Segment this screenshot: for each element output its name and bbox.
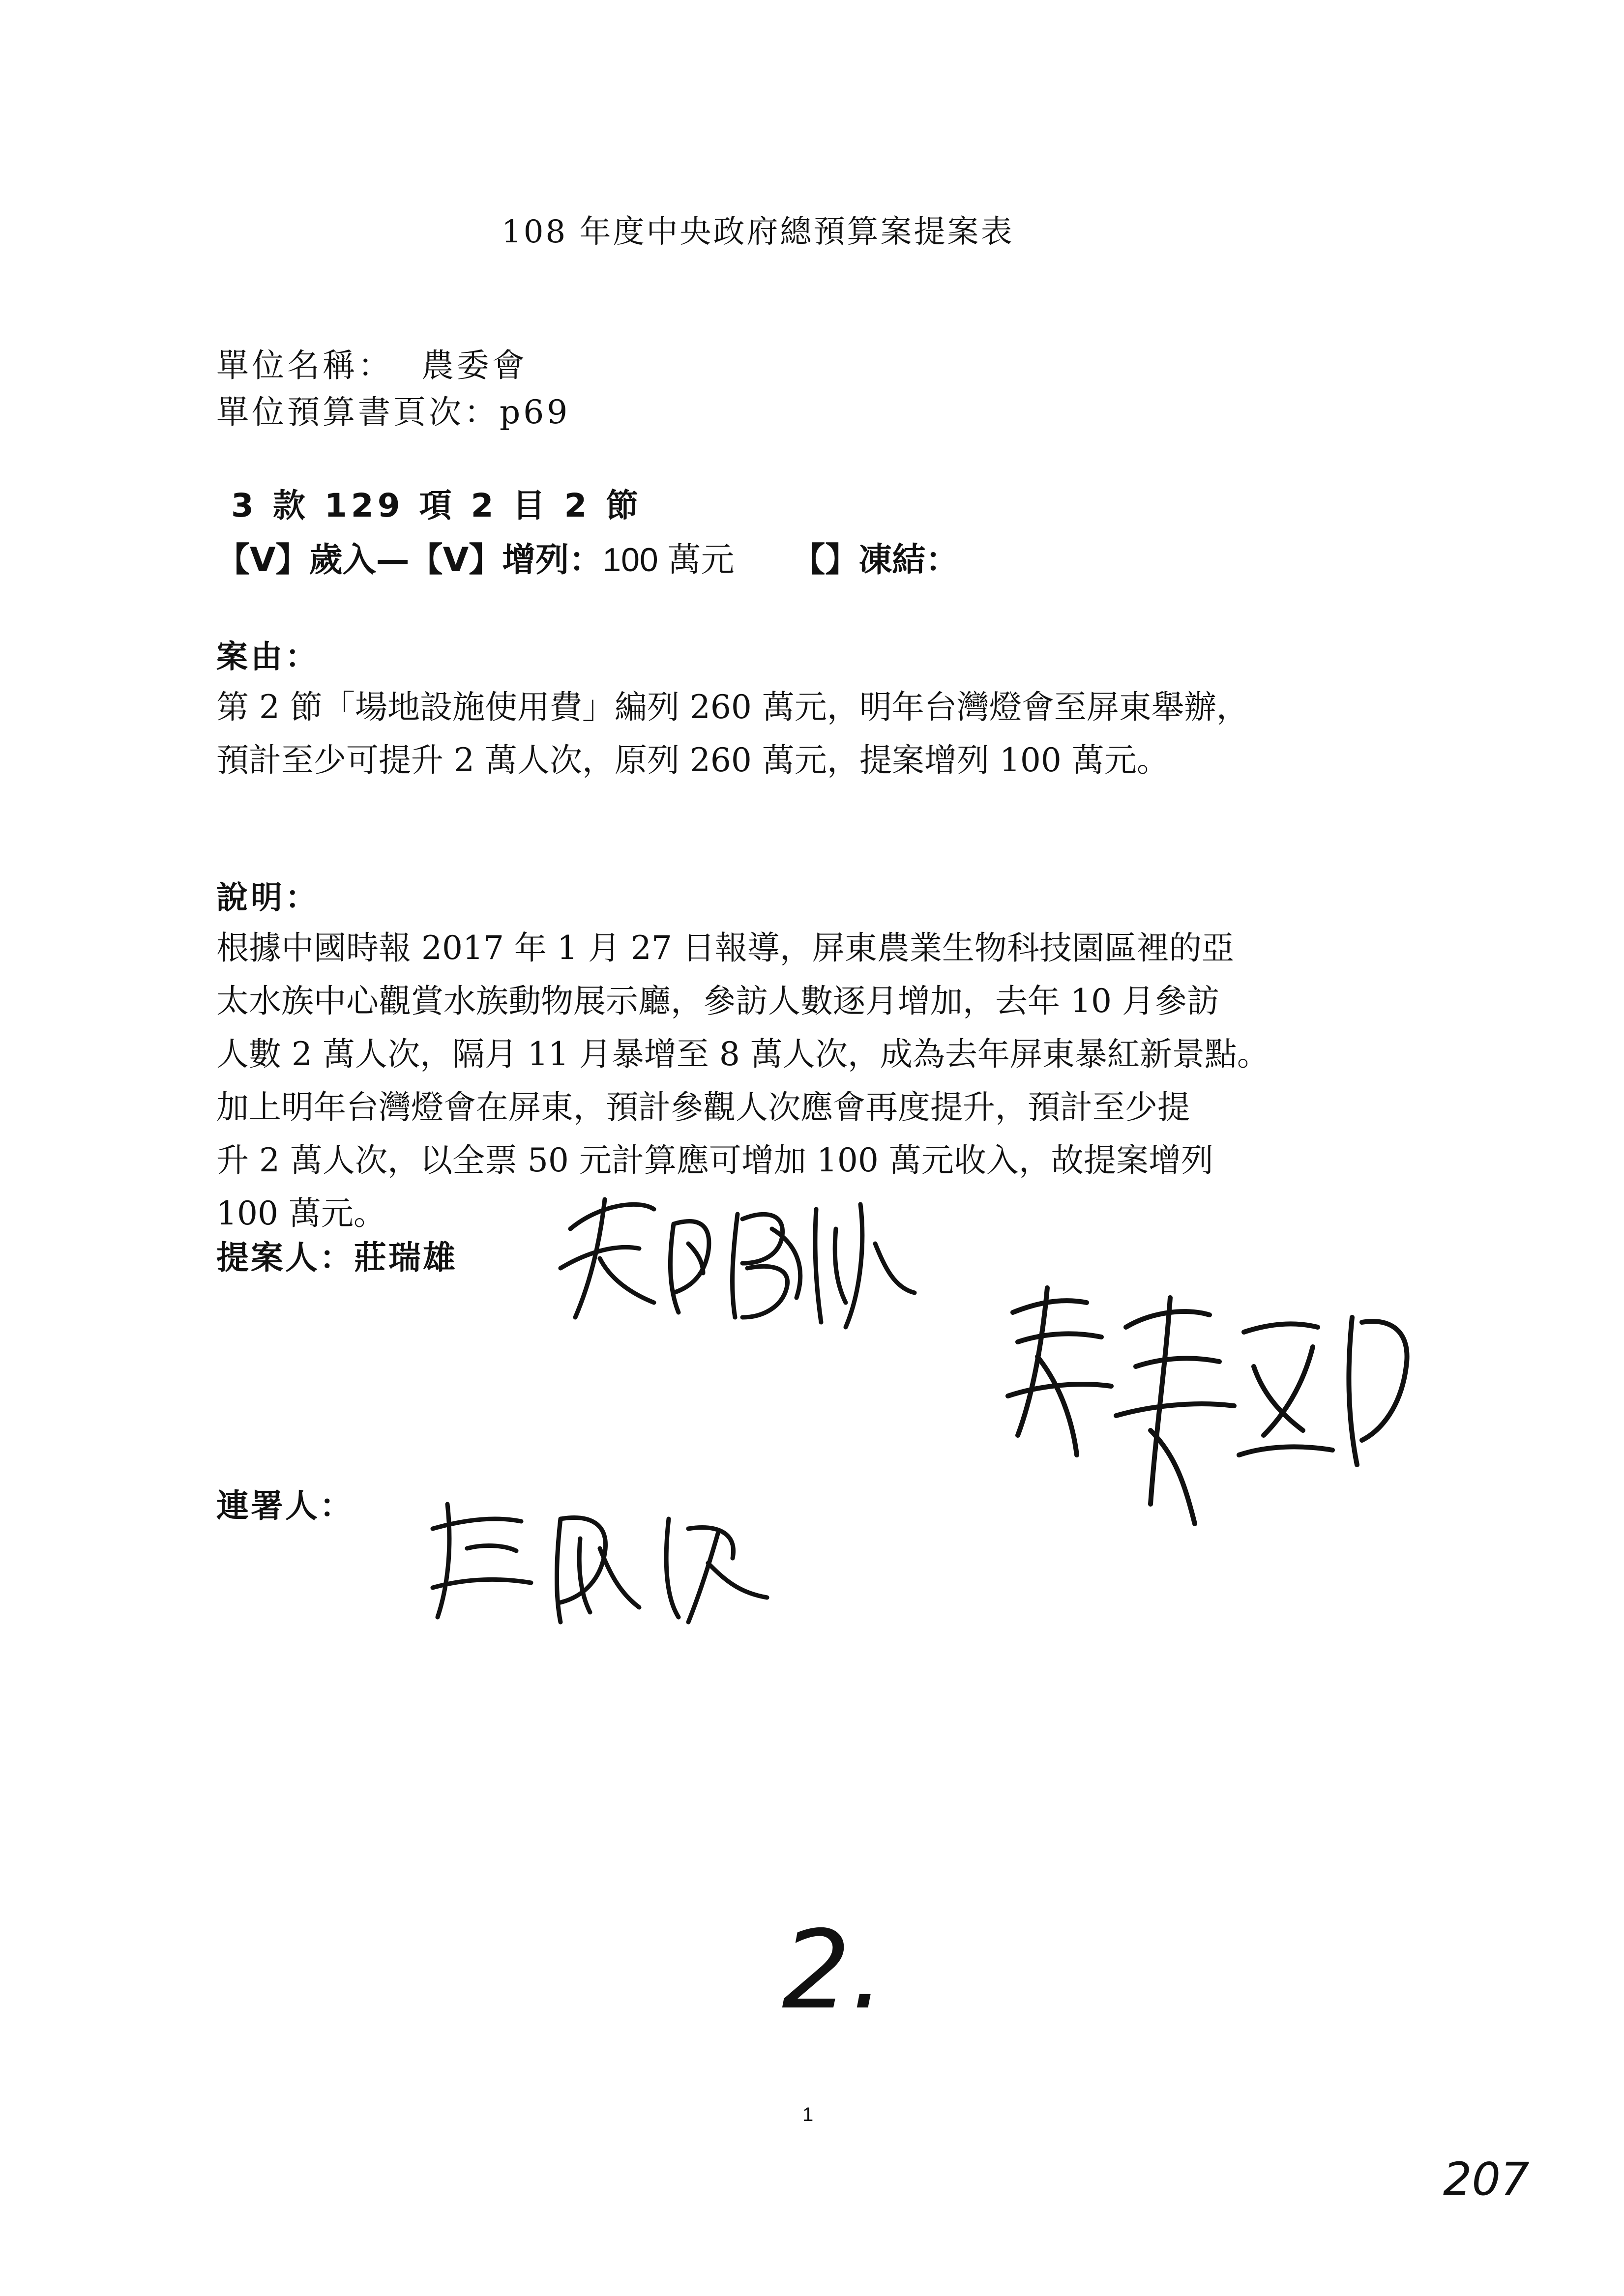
corner-mark: 207 [1443, 2153, 1530, 2206]
budget-action-row [216, 533, 959, 581]
unit-page-value: p69 [500, 393, 571, 431]
explanation-heading: 說明： [216, 880, 320, 916]
explanation-line: 太水族中心觀賞水族動物展示廳，參訪人數逐月增加，去年 10 月參訪 [216, 982, 1219, 1020]
reason-text [216, 681, 1249, 787]
explanation-line: 根據中國時報 2017 年 1 月 27 日報導，屏東農業生物科技園區裡的亞 [216, 929, 1234, 967]
increase-checkbox-label: 【V】增列： [409, 541, 603, 580]
explanation-line: 升 2 萬人次，以全票 50 元計算應可增加 100 萬元收入，故提案增列 [216, 1141, 1213, 1179]
proposer-row [216, 1231, 457, 1278]
reason-line: 第 2 節「場地設施使用費」編列 260 萬元，明年台灣燈會至屏東舉辦， [216, 688, 1249, 726]
signature-proposer [541, 1170, 934, 1347]
increase-amount: 100 萬元 [602, 541, 735, 579]
signature-cosigner-1 [988, 1268, 1421, 1593]
reason-heading: 案由： [216, 639, 320, 675]
unit-page-label: 單位預算書頁次： [216, 393, 500, 431]
revenue-checkbox-label: 【V】歲入— [216, 541, 410, 580]
reason-line: 預計至少可提升 2 萬人次，原列 260 萬元，提案增列 100 萬元。 [216, 741, 1169, 779]
unit-name-value: 農委會 [421, 347, 528, 384]
freeze-checkbox-label: 【】凍結： [792, 541, 959, 580]
unit-name-row [216, 339, 528, 386]
proposer-name: 莊瑞雄 [354, 1239, 457, 1277]
handwritten-number: 2. [782, 1907, 885, 2033]
unit-page-row [216, 386, 570, 433]
budget-item: 3 款 129 項 2 目 2 節 [231, 487, 643, 524]
signature-cosigner-2 [413, 1489, 787, 1637]
unit-name-label: 單位名稱： [216, 347, 393, 384]
explanation-line: 人數 2 萬人次，隔月 11 月暴增至 8 萬人次，成為去年屏東暴紅新景點。 [216, 1035, 1270, 1073]
page-number: 1 [802, 2104, 814, 2125]
proposer-label: 提案人： [216, 1239, 354, 1277]
explanation-line: 100 萬元。 [216, 1194, 386, 1232]
explanation-line: 加上明年台灣燈會在屏東，預計參觀人次應會再度提升，預計至少提 [216, 1088, 1190, 1126]
document-title: 108 年度中央政府總預算案提案表 [502, 214, 1014, 250]
cosigner-label: 連署人： [216, 1487, 354, 1525]
